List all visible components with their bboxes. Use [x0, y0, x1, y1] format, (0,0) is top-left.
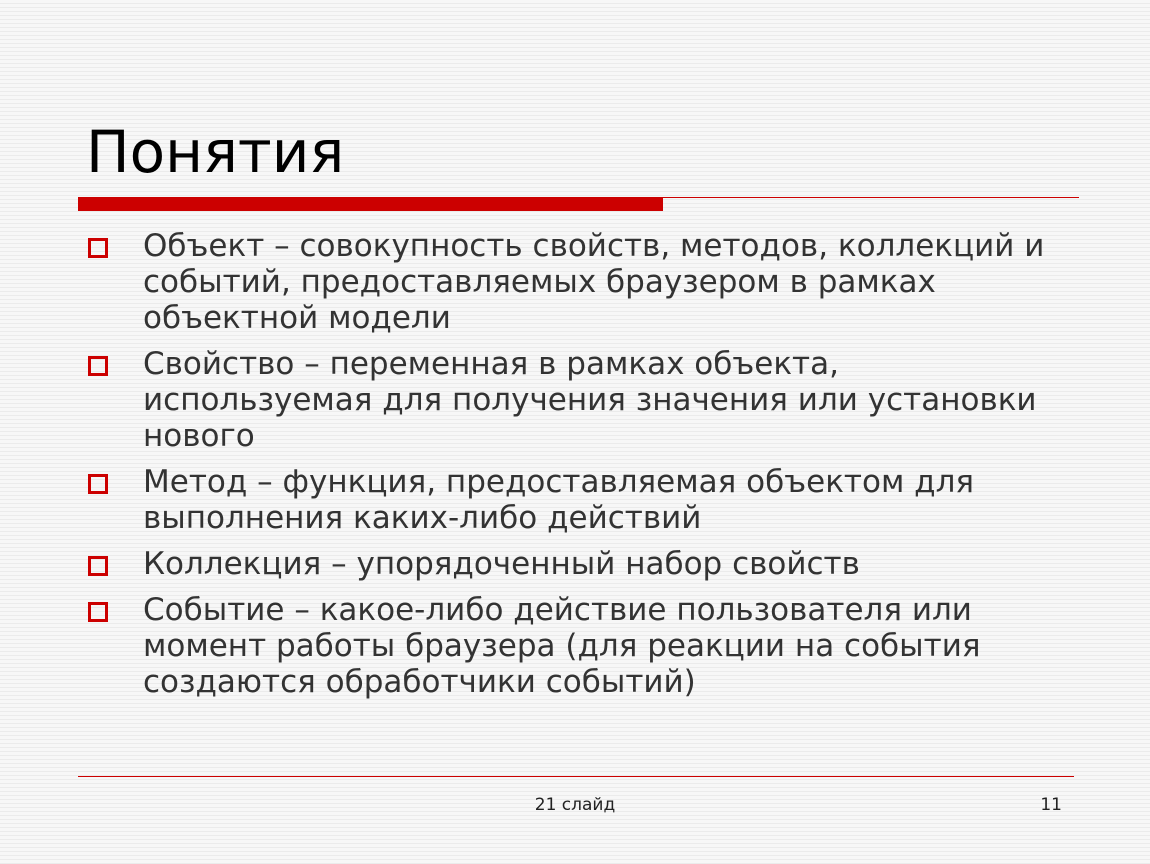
bullet-item-method [86, 464, 1076, 536]
footer-caption: 21 слайд [534, 795, 616, 815]
bullet-text: Событие – какое-либо действие пользователя или момент работы браузера (для реакции на события создаются обработчики событий) [143, 592, 981, 700]
bullet-text: Коллекция – упорядоченный набор свойств [143, 546, 860, 582]
bullet-item-object [86, 228, 1076, 336]
page-number: 11 [1040, 795, 1062, 815]
slide-title: Понятия [86, 118, 345, 186]
footer-divider [78, 776, 1074, 777]
hollow-square-icon [88, 602, 108, 622]
bullet-item-event [86, 592, 1076, 700]
title-underline-thick [78, 197, 663, 211]
bullet-text: Свойство – переменная в рамках объекта, используемая для получения значения или установки нового [143, 346, 1037, 454]
hollow-square-icon [88, 556, 108, 576]
title-underline-thin [663, 197, 1079, 198]
hollow-square-icon [88, 474, 108, 494]
hollow-square-icon [88, 238, 108, 258]
bullet-text: Объект – совокупность свойств, методов, коллекций и событий, предоставляемых браузером в рамках объектной модели [143, 228, 1045, 336]
bullet-list [86, 228, 1076, 710]
bullet-item-property [86, 346, 1076, 454]
bullet-item-collection [86, 546, 1076, 582]
hollow-square-icon [88, 356, 108, 376]
bullet-text: Метод – функция, предоставляемая объектом для выполнения каких-либо действий [143, 464, 975, 536]
